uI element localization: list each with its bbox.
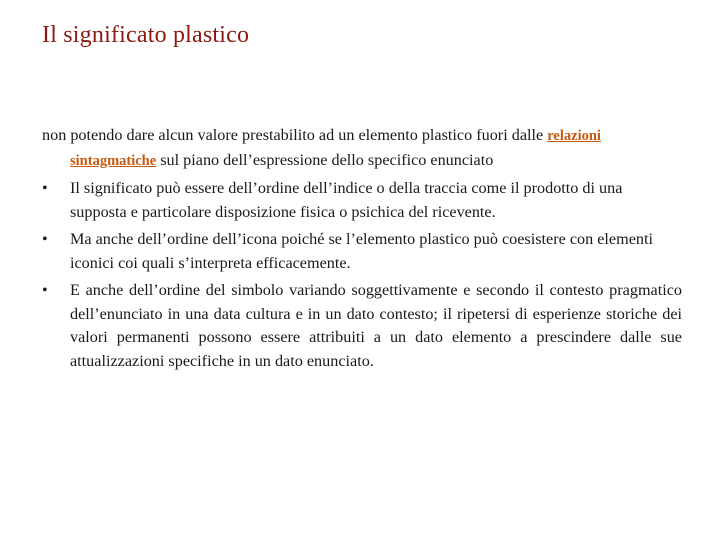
slide-title: Il significato plastico: [42, 22, 250, 48]
bullet-text: Ma anche dell’ordine dell’icona poiché se l’elemento plastico può coesistere con elementi iconici coi quali s’interpreta efficacemente.: [70, 230, 653, 272]
intro-text-after: sul piano dell’espressione dello specifico enunciato: [156, 150, 494, 169]
bullet-text: Il significato può essere dell’ordine dell’indice o della traccia come il prodotto di una supposta e particolare disposizione fisica o psichica del ricevente.: [70, 179, 623, 221]
bullet-item-1: [42, 177, 682, 224]
bullet-item-3: [42, 279, 682, 373]
slide-body: [42, 124, 682, 373]
bullet-item-2: [42, 228, 682, 275]
bullet-text: E anche dell’ordine del simbolo variando soggettivamente e secondo il contesto pragmatico dell’enunciato in una data cultura e in un dato contesto; il ripetersi di esperienze storiche dei valori permanenti possono essere attribuiti a un dato elemento a prescindere dalle sue attualizzazioni specifiche in un dato enunciato.: [70, 281, 682, 370]
intro-paragraph: [42, 124, 682, 173]
bullet-icon: •: [42, 230, 48, 248]
highlight-term: relazioni sintagmatiche: [70, 128, 601, 169]
intro-text-before: non potendo dare alcun valore prestabilito ad un elemento plastico fuori dalle: [42, 126, 548, 144]
bullet-icon: •: [42, 179, 48, 197]
bullet-icon: •: [42, 281, 48, 299]
